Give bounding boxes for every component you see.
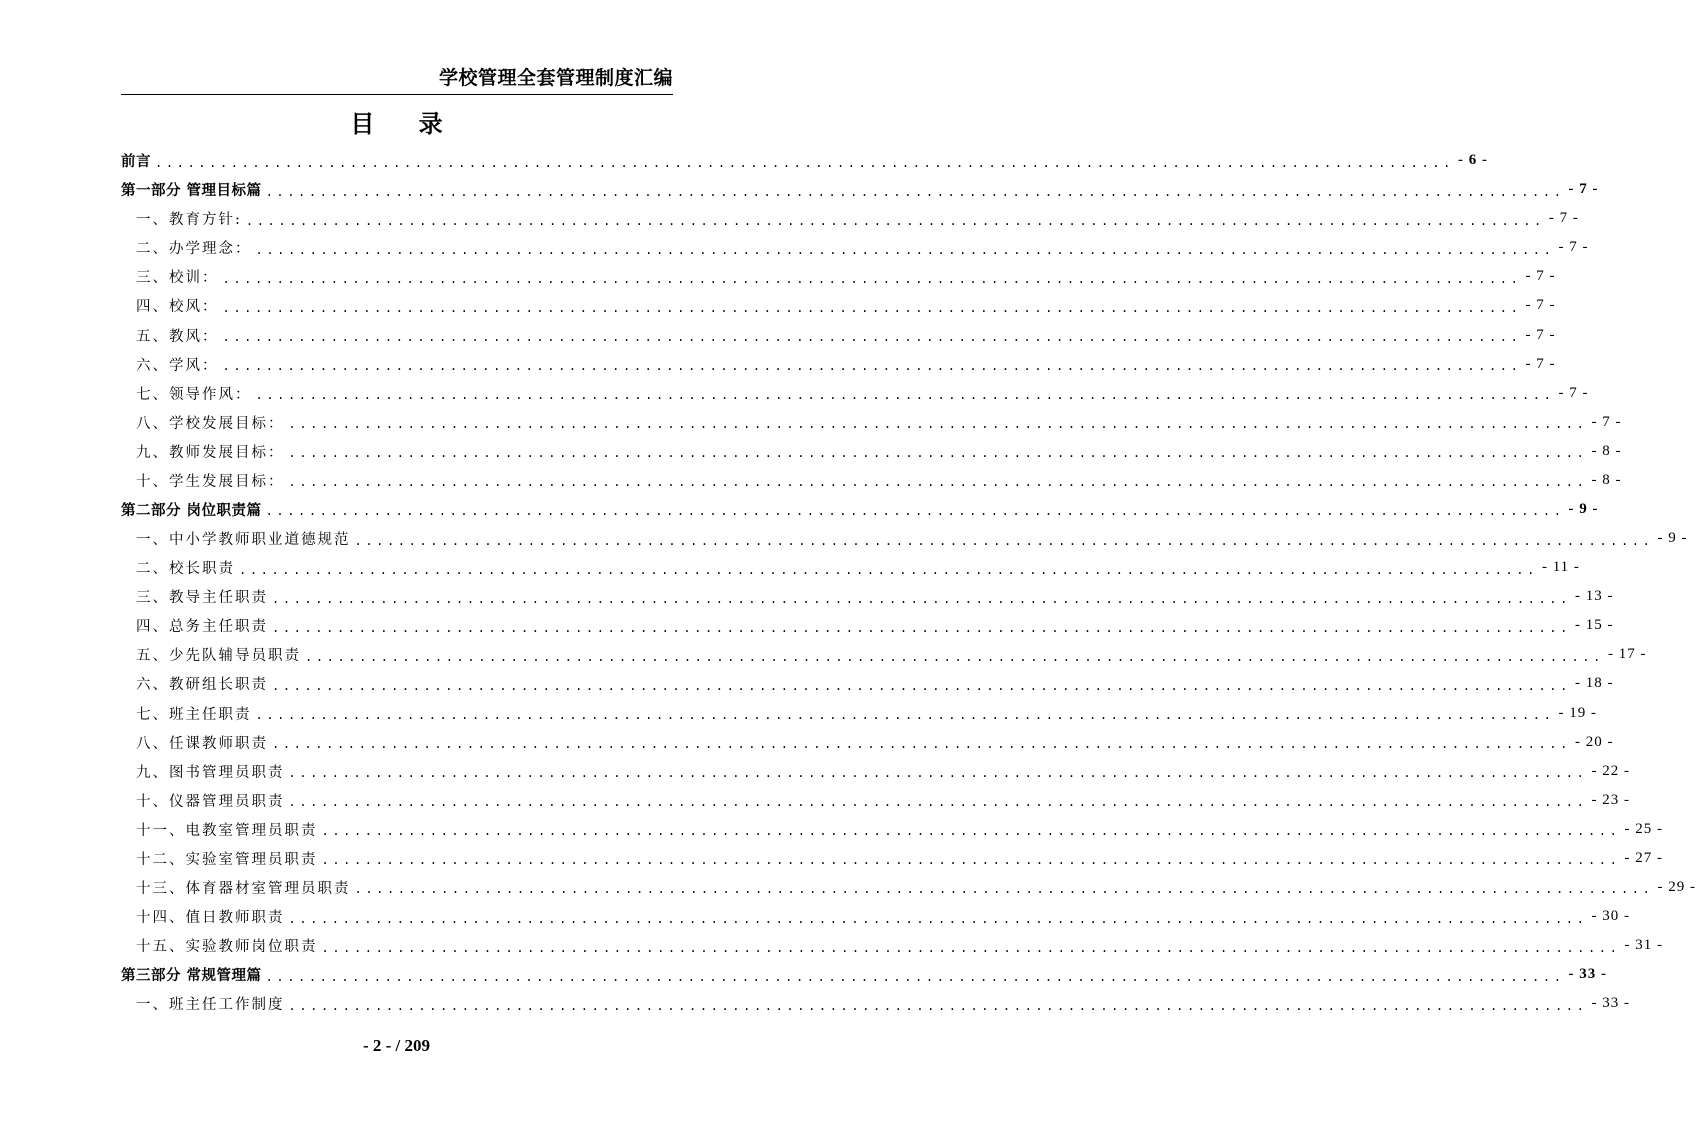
toc-entry-label: 四、校风： <box>136 299 219 316</box>
toc-entry-page-number: - 7 - <box>1558 239 1589 256</box>
toc-entry[interactable] <box>121 873 1696 902</box>
toc-dot-leader: ........................................................................................................................ <box>288 998 1588 1013</box>
toc-entry-label: 一、班主任工作制度 <box>136 997 285 1014</box>
toc-entry-label: 六、学风： <box>136 357 219 374</box>
toc-entry[interactable] <box>121 408 1622 437</box>
toc-dot-leader: ........................................................................................................................ <box>222 300 1522 315</box>
toc-entry[interactable] <box>121 553 1580 582</box>
toc-entry-label: 三、校训： <box>136 270 219 287</box>
toc-entry-page-number: - 7 - <box>1525 355 1556 372</box>
toc-section-entry[interactable] <box>121 175 1599 204</box>
toc-entry-label: 一、教育方针: <box>136 212 242 229</box>
toc-entry-label: 十三、体育器材室管理员职责 <box>136 880 351 897</box>
toc-entry-label: 三、教导主任职责 <box>136 590 268 607</box>
toc-entry[interactable] <box>121 640 1647 669</box>
toc-dot-leader: ........................................................................................................................ <box>321 853 1621 868</box>
toc-dot-leader: ........................................................................................................................ <box>288 911 1588 926</box>
toc-dot-leader: ........................................................................................................................ <box>354 533 1654 548</box>
page-number-footer: - 2 - / 209 <box>362 1036 431 1055</box>
toc-dot-leader: ........................................................................................................................ <box>222 271 1522 286</box>
toc-entry-label: 十、学生发展目标： <box>136 473 285 490</box>
toc-entry[interactable] <box>121 350 1556 379</box>
toc-dot-leader: ........................................................................................................................ <box>255 388 1555 403</box>
toc-entry[interactable] <box>121 728 1614 757</box>
toc-entry-label: 十四、值日教师职责 <box>136 910 285 927</box>
toc-entry-page-number: - 6 - <box>1457 152 1488 169</box>
toc-entry-page-number: - 7 - <box>1568 181 1599 198</box>
toc-entry-page-number: - 33 - <box>1591 995 1630 1012</box>
toc-entry-page-number: - 13 - <box>1574 588 1614 605</box>
toc-entry-page-number: - 20 - <box>1574 733 1614 750</box>
toc-entry[interactable] <box>121 844 1663 873</box>
toc-dot-leader: ........................................................................................................................ <box>272 591 1571 606</box>
toc-dot-leader: ........................................................................................................................ <box>222 359 1522 374</box>
toc-entry[interactable] <box>121 815 1663 844</box>
toc-dot-leader: ........................................................................................................................ <box>288 795 1588 810</box>
toc-entry-label: 四、总务主任职责 <box>136 619 268 636</box>
toc-entry-label: 九、图书管理员职责 <box>136 764 285 781</box>
toc-dot-leader: ........................................................................................................................ <box>265 969 1565 984</box>
toc-entry-page-number: - 9 - <box>1657 530 1688 547</box>
toc-entry-label: 第二部分 岗位职责篇 <box>121 502 262 519</box>
toc-entry-page-number: - 9 - <box>1568 500 1599 517</box>
toc-dot-leader: ........................................................................................................................ <box>272 620 1571 635</box>
toc-entry-page-number: - 19 - <box>1558 704 1597 721</box>
toc-entry[interactable] <box>121 786 1630 815</box>
toc-dot-leader: ........................................................................................................................ <box>288 417 1588 432</box>
toc-entry-label: 五、少先队辅导员职责 <box>136 648 301 665</box>
toc-entry-label: 前言 <box>121 154 151 171</box>
toc-heading: 目 录 <box>350 110 461 138</box>
toc-dot-leader: ........................................................................................................................ <box>245 213 1545 228</box>
toc-dot-leader: ........................................................................................................................ <box>265 184 1565 199</box>
toc-entry-label: 第三部分 常规管理篇 <box>121 968 262 985</box>
toc-entry-page-number: - 7 - <box>1525 297 1556 314</box>
toc-entry-label: 二、校长职责 <box>136 561 235 578</box>
toc-entry-page-number: - 25 - <box>1624 820 1663 837</box>
toc-entry-page-number: - 22 - <box>1591 762 1630 779</box>
toc-entry-page-number: - 30 - <box>1591 908 1630 925</box>
toc-dot-leader: ........................................................................................................................ <box>155 155 1454 170</box>
toc-entry-page-number: - 7 - <box>1591 413 1622 430</box>
toc-entry-page-number: - 15 - <box>1574 617 1614 634</box>
toc-entry-label: 十一、电教室管理员职责 <box>136 822 318 839</box>
toc-entry-page-number: - 27 - <box>1624 849 1663 866</box>
toc-entry-page-number: - 11 - <box>1541 559 1580 576</box>
toc-entry-page-number: - 7 - <box>1525 326 1556 343</box>
toc-entry[interactable] <box>121 669 1614 698</box>
toc-entry-page-number: - 8 - <box>1591 471 1622 488</box>
toc-entry[interactable] <box>121 204 1579 233</box>
toc-section-entry[interactable] <box>121 146 1488 175</box>
toc-section-entry[interactable] <box>121 960 1608 989</box>
toc-entry-page-number: - 18 - <box>1574 675 1614 692</box>
toc-dot-leader: ........................................................................................................................ <box>321 940 1621 955</box>
toc-entry-page-number: - 33 - <box>1568 966 1608 983</box>
toc-entry[interactable] <box>121 698 1597 727</box>
toc-entry[interactable] <box>121 524 1688 553</box>
toc-entry-page-number: - 23 - <box>1591 791 1630 808</box>
toc-entry-label: 十、仪器管理员职责 <box>136 793 285 810</box>
toc-entry[interactable] <box>121 582 1614 611</box>
toc-entry-label: 九、教师发展目标： <box>136 444 285 461</box>
toc-dot-leader: ........................................................................................................................ <box>272 737 1571 752</box>
toc-entry[interactable] <box>121 757 1630 786</box>
toc-dot-leader: ........................................................................................................................ <box>239 562 1538 577</box>
toc-section-entry[interactable] <box>121 495 1599 524</box>
toc-entry-label: 五、教风： <box>136 328 219 345</box>
toc-entry-label: 一、中小学教师职业道德规范 <box>136 532 351 549</box>
document-header-title: 学校管理全套管理制度汇编 <box>438 67 673 89</box>
header-divider <box>121 94 673 95</box>
toc-dot-leader: ........................................................................................................................ <box>265 504 1565 519</box>
toc-dot-leader: ........................................................................................................................ <box>288 475 1588 490</box>
toc-dot-leader: ........................................................................................................................ <box>288 446 1588 461</box>
toc-entry[interactable] <box>121 931 1663 960</box>
toc-entry[interactable] <box>121 466 1622 495</box>
toc-entry[interactable] <box>121 611 1614 640</box>
toc-entry[interactable] <box>121 989 1630 1018</box>
toc-entry-page-number: - 7 - <box>1558 384 1589 401</box>
toc-entry-page-number: - 17 - <box>1607 646 1647 663</box>
toc-entry-label: 六、教研组长职责 <box>136 677 268 694</box>
toc-dot-leader: ........................................................................................................................ <box>272 678 1571 693</box>
toc-entry[interactable] <box>121 902 1630 931</box>
toc-dot-leader: ........................................................................................................................ <box>321 824 1621 839</box>
toc-entry-label: 七、领导作风： <box>136 386 252 403</box>
toc-entry-label: 第一部分 管理目标篇 <box>121 183 262 200</box>
toc-entry-label: 十二、实验室管理员职责 <box>136 851 318 868</box>
toc-entry-label: 十五、实验教师岗位职责 <box>136 939 318 956</box>
table-of-contents <box>121 146 1696 1018</box>
toc-entry[interactable] <box>121 379 1589 408</box>
toc-entry[interactable] <box>121 262 1556 291</box>
toc-entry-label: 二、办学理念： <box>136 241 252 258</box>
toc-entry[interactable] <box>121 437 1622 466</box>
toc-entry-page-number: - 29 - <box>1657 878 1696 895</box>
toc-dot-leader: ........................................................................................................................ <box>255 708 1555 723</box>
toc-dot-leader: ........................................................................................................................ <box>222 330 1522 344</box>
toc-entry-page-number: - 8 - <box>1591 442 1622 459</box>
toc-dot-leader: ........................................................................................................................ <box>305 649 1604 664</box>
toc-dot-leader: ........................................................................................................................ <box>288 766 1588 781</box>
toc-entry-label: 八、学校发展目标： <box>136 415 285 432</box>
toc-entry-page-number: - 31 - <box>1624 937 1663 954</box>
toc-entry-label: 八、任课教师职责 <box>136 735 268 752</box>
toc-entry-page-number: - 7 - <box>1548 210 1579 227</box>
toc-dot-leader: ........................................................................................................................ <box>354 882 1654 897</box>
toc-entry[interactable] <box>121 320 1556 349</box>
toc-dot-leader: ........................................................................................................................ <box>255 242 1555 257</box>
toc-entry-label: 七、班主任职责 <box>136 706 252 723</box>
toc-entry[interactable] <box>121 233 1589 262</box>
toc-entry-page-number: - 7 - <box>1525 268 1556 285</box>
toc-entry[interactable] <box>121 291 1556 320</box>
